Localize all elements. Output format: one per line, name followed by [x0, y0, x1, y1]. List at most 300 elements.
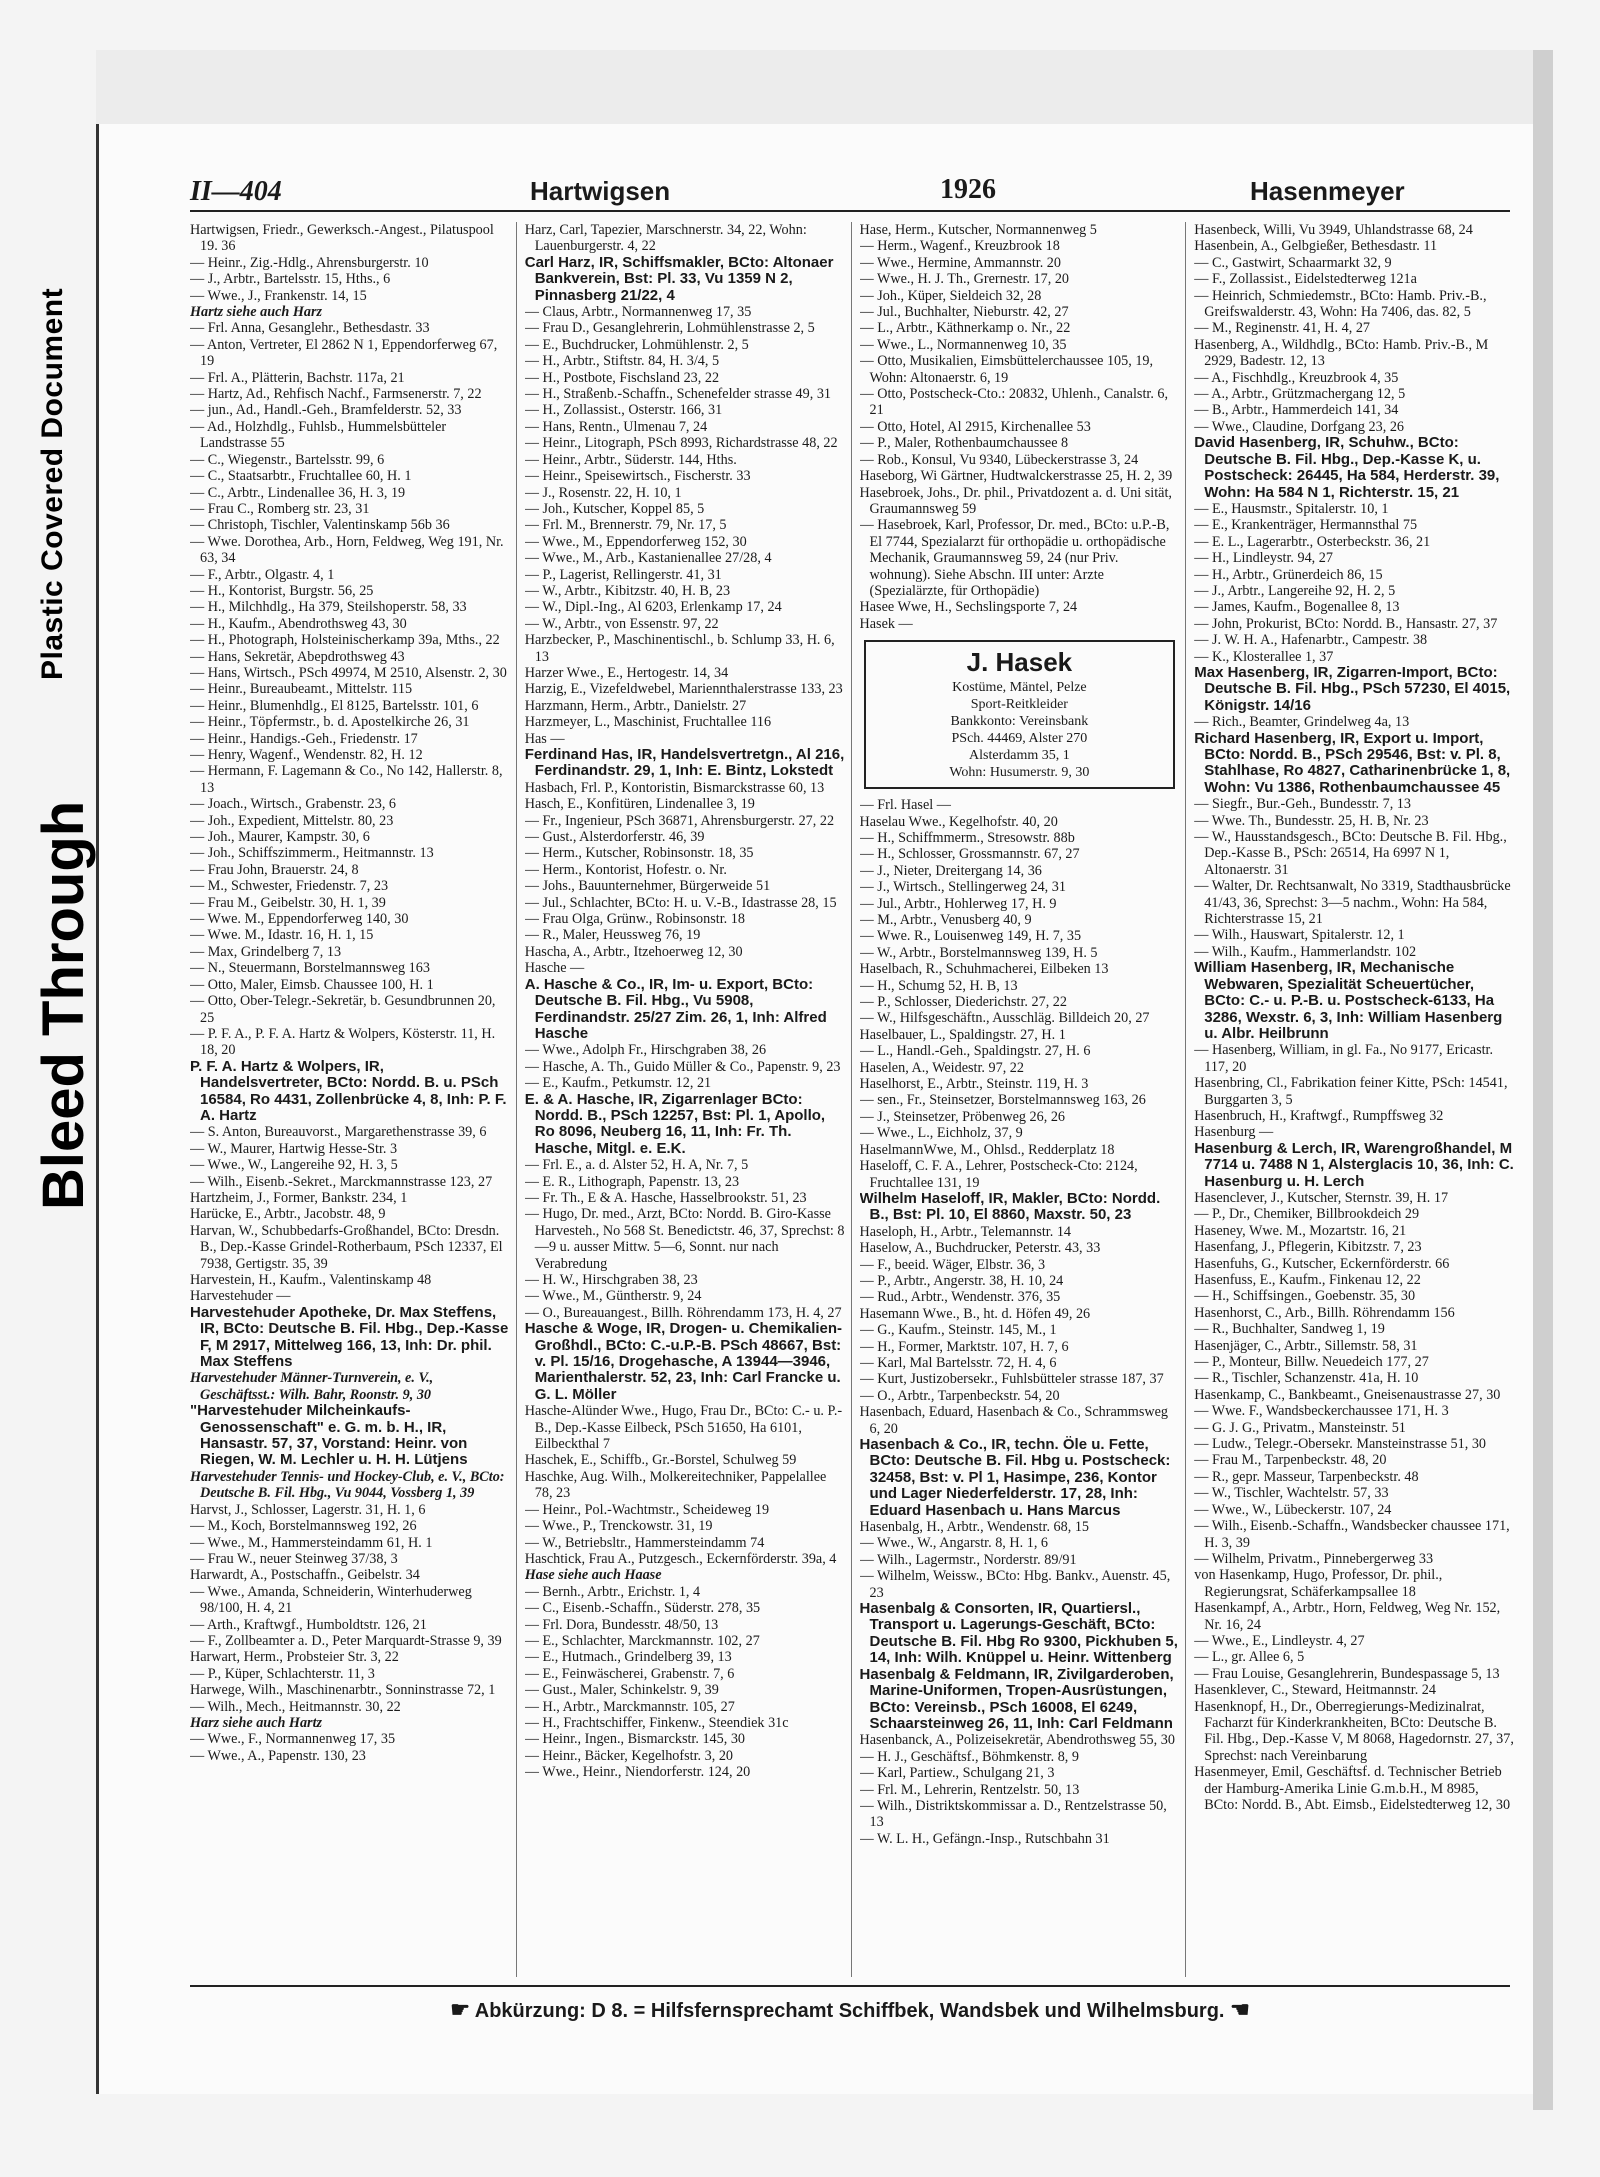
directory-entry: Hartz siehe auch Harz	[190, 304, 323, 321]
directory-entry: — F., Zollassist., Eidelstedterweg 121a	[1194, 271, 1417, 288]
directory-entry: — Wwe., M., Arb., Kastanienallee 27/28, 4	[524, 550, 772, 567]
directory-entry: — Hasenberg, William, in gl. Fa., No 9177, Ericastr. 117, 20	[1194, 1042, 1494, 1075]
directory-entry: — H., Former, Marktstr. 107, H. 7, 6	[859, 1338, 1069, 1355]
directory-entry: — M., Schwester, Friedenstr. 7, 23	[190, 878, 389, 895]
directory-entry: Wilhelm Haseloff, IR, Makler, BCto: Nordd. B., Bst: Pl. 10, El 8860, Maxstr. 50, 23	[859, 1189, 1161, 1224]
directory-entry: — Wilh., Distriktskommissar a. D., Rentzelstrasse 50, 13	[859, 1797, 1167, 1831]
directory-entry: P. F. A. Hartz & Wolpers, IR, Handelsvertreter, BCto: Nordd. B. u. PSch 16584, Ro 4431, Zollenbrücke 4, 8, Inh: P. F. A. Hartz	[190, 1057, 507, 1124]
directory-entry: Hasenfuhs, G., Kutscher, Eckernförderstr. 66	[1194, 1255, 1450, 1272]
directory-entry: Harvst, J., Schlosser, Lagerstr. 31, H. 1, 6	[190, 1501, 426, 1518]
directory-entry: — Frau W., neuer Steinweg 37/38, 3	[190, 1550, 398, 1567]
directory-entry: — Wwe., A., Papenstr. 130, 23	[190, 1747, 366, 1764]
directory-entry: Haselen, A., Weidestr. 97, 22	[859, 1059, 1024, 1076]
directory-entry: — O., Bureauangest., Billh. Röhrendamm 173, H. 4, 27	[524, 1304, 842, 1321]
directory-entry: Max Hasenberg, IR, Zigarren-Import, BCto: Deutsche B. Fil. Hbg., PSch 57230, El 4015, Königstr. 14/16	[1194, 663, 1511, 714]
directory-entry: — P., Monteur, Billw. Neuedeich 177, 27	[1194, 1354, 1429, 1371]
bleed-through-label: Bleed Through	[31, 800, 96, 1210]
directory-entry: — Christoph, Tischler, Valentinskamp 56b 36	[190, 517, 450, 534]
directory-entry: — Joh., Schiffszimmerm., Heitmannstr. 13	[190, 845, 434, 862]
directory-entry: E. & A. Hasche, IR, Zigarrenlager BCto: Nordd. B., PSch 12257, Bst: Pl. 1, Apollo, Ro 8096, Neuberg 16, 11, Inh: Fr. Th. Hasche, Mitgl. e. E.K.	[524, 1090, 826, 1157]
directory-entry: Haseloff, C. F. A., Lehrer, Postscheck-Cto: 2124, Fruchtallee 131, 19	[859, 1158, 1138, 1191]
directory-entry: — Joh., Kutscher, Koppel 85, 5	[524, 500, 705, 517]
directory-column-2	[525, 222, 852, 1977]
directory-entry: — Joh., Expedient, Mittelstr. 80, 23	[190, 812, 394, 829]
directory-entry: — Rud., Arbtr., Wendenstr. 376, 35	[859, 1289, 1061, 1306]
page-header	[190, 170, 1510, 212]
directory-entry: — jun., Ad., Handl.-Geh., Bramfelderstr. 52, 33	[190, 402, 462, 419]
directory-entry: — Joach., Wirtsch., Grabenstr. 23, 6	[190, 796, 397, 813]
directory-entry: — Frau Louise, Gesanglehrerin, Bundespassage 5, 13	[1194, 1665, 1500, 1682]
directory-entry: — Joh., Küper, Sieldeich 32, 28	[859, 287, 1042, 304]
directory-entry: — W., Arbtr., von Essenstr. 97, 22	[524, 615, 719, 632]
directory-entry: — J. W. H. A., Hafenarbtr., Campestr. 38	[1194, 632, 1428, 649]
directory-entry: — Wwe., W., Lübeckerstr. 107, 24	[1194, 1501, 1392, 1518]
directory-entry: Hasenkamp, C., Bankbeamt., Gneisenaustrasse 27, 30	[1194, 1386, 1501, 1403]
directory-entry: Harwege, Wilh., Maschinenarbtr., Sonninstrasse 72, 1	[190, 1682, 496, 1699]
directory-entry: Hasenjäger, C., Arbtr., Sillemstr. 58, 31	[1194, 1337, 1418, 1354]
directory-entry: Hartwigsen, Friedr., Gewerksch.-Angest., Pilatuspool 19. 36	[190, 222, 494, 255]
directory-entry: — Heinr., Speisewirtsch., Fischerstr. 33	[524, 468, 751, 485]
directory-entry: Hasenbanck, A., Polizeisekretär, Abendrothsweg 55, 30	[859, 1732, 1175, 1749]
directory-entry: — Wwe., F., Normannenweg 17, 35	[190, 1731, 396, 1748]
directory-entry: Hasenbach & Co., IR, techn. Öle u. Fette, BCto: Deutsche B. Fil. Hbg u. Postscheck: 32458, Bst: v. Pl 1, Hasimpe, 236, Kontor und Lager Niederfelderstr. 17, 28, Inh: Eduard Hasenbach u. Hans Marcus	[859, 1436, 1171, 1519]
directory-entry: — Johs., Bauunternehmer, Bürgerweide 51	[524, 878, 771, 895]
directory-entry: — L., Handl.-Geh., Spaldingstr. 27, H. 6	[859, 1043, 1091, 1060]
directory-entry: — N., Steuermann, Borstelmannsweg 163	[190, 960, 430, 977]
directory-entry: — E. R., Lithograph, Papenstr. 13, 23	[524, 1173, 740, 1190]
directory-entry: Haseloph, H., Arbtr., Telemannstr. 14	[859, 1223, 1072, 1240]
directory-entry: Hasenbalg & Consorten, IR, Quartiersl., Transport u. Lagerungs-Geschäft, BCto: Deutsche B. Fil. Hbg Ro 9300, Pickhuben 5, 14, Inh: Wilh. Knüppel u. Heinr. Wittenberg	[859, 1600, 1178, 1667]
directory-entry: — E. L., Lagerarbtr., Osterbeckstr. 36, 21	[1194, 533, 1431, 550]
directory-entry: — W., Hilfsgeschäftn., Ausschläg. Billdeich 20, 27	[859, 1010, 1150, 1027]
directory-entry: — M., Koch, Borstelmannsweg 192, 26	[190, 1518, 417, 1535]
directory-entry: — Herm., Kontorist, Hofestr. o. Nr.	[524, 861, 727, 878]
directory-entry: — Rob., Konsul, Vu 9340, Lübeckerstrasse 3, 24	[859, 451, 1139, 468]
directory-entry: Hasche-Alünder Wwe., Hugo, Frau Dr., BCto: C.- u. P.-B., Dep.-Kasse Eilbeck, PSch 51650, Ha 6101, Eilbeckthal 7	[524, 1403, 843, 1453]
directory-entry: — Frau C., Romberg str. 23, 31	[190, 500, 370, 517]
page-top-strip	[96, 50, 1536, 124]
directory-entry: — Karl, Partiew., Schulgang 21, 3	[859, 1765, 1055, 1782]
ad-line6: Wohn: Husumerstr. 9, 30	[949, 765, 1090, 781]
directory-entry: Hasenkampf, A., Arbtr., Horn, Feldweg, Weg Nr. 152, Nr. 16, 24	[1194, 1600, 1501, 1633]
directory-entry: — H., Milchhdlg., Ha 379, Steilshoperstr. 58, 33	[190, 599, 467, 616]
directory-entry: — Heinr., Pol.-Wachtmstr., Scheideweg 19	[524, 1501, 770, 1518]
directory-entry: — G., Kaufm., Steinstr. 145, M., 1	[859, 1322, 1057, 1339]
directory-entry: — Frl. M., Brennerstr. 79, Nr. 17, 5	[524, 517, 727, 534]
directory-entry: Harzbecker, P., Maschinentischl., b. Schlump 33, H. 6, 13	[524, 632, 835, 665]
directory-entry: — Fr., Ingenieur, PSch 36871, Ahrensburgerstr. 27, 22	[524, 812, 835, 829]
directory-entry: — F., beeid. Wäger, Elbstr. 36, 3	[859, 1256, 1046, 1273]
directory-entry: — Heinr., Litograph, PSch 8993, Richardstrasse 48, 22	[524, 435, 838, 452]
directory-entry: — Frau Olga, Grünw., Robinsonstr. 18	[524, 911, 745, 928]
directory-entry: — Wwe., W., Angarstr. 8, H. 1, 6	[859, 1535, 1049, 1552]
directory-entry: David Hasenberg, IR, Schuhw., BCto: Deutsche B. Fil. Hbg., Dep.-Kasse K, u. Postscheck: 26445, Ha 584, Herderstr. 39, Wohn: Ha 584 N 1, Richterstr. 15, 21	[1194, 434, 1500, 501]
directory-entry: — C., Wiegenstr., Bartelsstr. 99, 6	[190, 451, 385, 468]
directory-entry: — C., Eisenb.-Schaffn., Süderstr. 278, 35	[524, 1600, 761, 1617]
directory-entry: — Wwe. F., Wandsbeckerchaussee 171, H. 3	[1194, 1403, 1449, 1420]
directory-entry: — H., Frachtschiffer, Finkenw., Steendiek 31c	[524, 1714, 789, 1731]
directory-entry: — Heinr., Bureaubeamt., Mittelstr. 115	[190, 681, 413, 698]
directory-entry: Hasenbein, A., Gelbgießer, Bethesdastr. 11	[1194, 238, 1438, 255]
directory-entry: Hasenmeyer, Emil, Geschäftsf. d. Technischer Betrieb der Hamburg-Amerika Linie G.m.b.H., M 8985, BCto: Nordd. B., Abt. Eimsb., Eidelstedterweg 12, 30	[1194, 1764, 1511, 1813]
directory-entry: Hasenbring, Cl., Fabrikation feiner Kitte, PSch: 14541, Burggarten 3, 5	[1194, 1075, 1508, 1108]
directory-entry: — H., Schiffsingen., Goebenstr. 35, 30	[1194, 1288, 1416, 1305]
directory-entry: — H., Kontorist, Burgstr. 56, 25	[190, 582, 374, 599]
header-left-word: Hartwigsen	[530, 176, 671, 206]
directory-entry: HaselmannWwe, M., Ohlsd., Redderplatz 18	[859, 1141, 1115, 1158]
directory-entry: — Siegfr., Bur.-Geh., Bundesstr. 7, 13	[1194, 796, 1411, 813]
directory-entry: — Frl. M., Lehrerin, Rentzelstr. 50, 13	[859, 1781, 1080, 1798]
directory-entry: Hasenburg & Lerch, IR, Warengroßhandel, M 7714 u. 7488 N 1, Alsterglacis 10, 36, Inh: C. Hasenburg u. H. Lerch	[1194, 1139, 1514, 1190]
directory-entry: — H., Arbtr., Marckmannstr. 105, 27	[524, 1698, 735, 1715]
directory-entry: Hasenklever, C., Steward, Heitmannstr. 24	[1194, 1682, 1436, 1699]
directory-entry: — W. L. H., Gefängn.-Insp., Rutschbahn 31	[859, 1830, 1110, 1847]
directory-entry: Hasenfang, J., Pflegerin, Kibitzstr. 7, 23	[1194, 1239, 1422, 1256]
directory-entry: — Hasebroek, Karl, Professor, Dr. med., BCto: u.P.-B, El 7744, Spezialarzt für orthopädie u. orthopädische Mechanik, Graumannsweg 59, 24 (nur Priv. wohnung). Siehe Abschn. III unter: Arzte (Spezialärzte, für Orthopädie)	[859, 517, 1170, 599]
directory-entry: — W., Arbtr., Kibitzstr. 40, H. B, 23	[524, 582, 731, 599]
directory-entry: — Wwe., L., Eichholz, 37, 9	[859, 1125, 1023, 1142]
directory-entry: Hasenbalg, H., Arbtr., Wendenstr. 68, 15	[859, 1519, 1090, 1536]
directory-entry: — C., Arbtr., Lindenallee 36, H. 3, 19	[190, 484, 406, 501]
directory-entry: — R., Buchhalter, Sandweg 1, 19	[1194, 1321, 1385, 1338]
directory-entry: Haselbach, R., Schuhmacherei, Eilbeken 13	[859, 961, 1109, 978]
header-right-word: Hasenmeyer	[1250, 176, 1405, 206]
directory-entry: — Claus, Arbtr., Normannenweg 17, 35	[524, 304, 752, 321]
directory-entry: — Anton, Vertreter, El 2862 N 1, Eppendorferweg 67, 19	[190, 336, 498, 370]
directory-entry: Hase, Herm., Kutscher, Normannenweg 5	[859, 222, 1097, 238]
directory-entry: Harvestein, H., Kaufm., Valentinskamp 48	[190, 1272, 432, 1288]
directory-entry: — H., Lindleystr. 94, 27	[1194, 550, 1333, 567]
directory-entry: Has —	[524, 730, 565, 747]
directory-entry: — Bernh., Arbtr., Erichstr. 1, 4	[524, 1583, 701, 1600]
directory-entry: — Frau John, Brauerstr. 24, 8	[190, 861, 359, 878]
directory-entry: — H., Schumg 52, H. B, 13	[859, 977, 1018, 994]
directory-entry: — Jul., Arbtr., Hohlerweg 17, H. 9	[859, 895, 1057, 912]
directory-entry: — Henry, Wagenf., Wendenstr. 82, H. 12	[190, 747, 423, 763]
directory-entry: — Wwe., M., Hammersteindamm 61, H. 1	[190, 1534, 433, 1551]
directory-entry: Haschek, E., Schiffb., Gr.-Borstel, Schulweg 59	[524, 1452, 797, 1469]
directory-entry: — C., Gastwirt, Schaarmarkt 32, 9	[1194, 254, 1392, 271]
directory-entry: — Jul., Schlachter, BCto: H. u. V.-B., Idastrasse 28, 15	[524, 894, 837, 911]
directory-entry: Hasenclever, J., Kutscher, Sternstr. 39, H. 17	[1194, 1189, 1449, 1206]
directory-entry: Hasemann Wwe., B., ht. d. Höfen 49, 26	[859, 1305, 1091, 1322]
directory-entry: Richard Hasenberg, IR, Export u. Import, BCto: Nordd. B., PSch 29546, Bst: v. Pl. 8, Stahlhase, Ro 4827, Catharinenbrücke 1, 8, Wohn: Vu 1386, Rothenbaumchaussee 45	[1194, 729, 1511, 796]
directory-entry: Hasch, E., Konfitüren, Lindenallee 3, 19	[524, 796, 755, 813]
directory-entry: Harz, Carl, Tapezier, Marschnerstr. 34, 22, Wohn: Lauenburgerstr. 4, 22	[524, 222, 807, 255]
directory-entry: — O., Arbtr., Tarpenbeckstr. 54, 20	[859, 1387, 1060, 1404]
directory-entry: Ferdinand Has, IR, Handelsvertretgn., Al 216, Ferdinandstr. 29, 1, Inh: E. Bintz, Lokstedt	[524, 746, 845, 780]
directory-entry: — Heinrich, Schmiedemstr., BCto: Hamb. Priv.-B., Greifswalderstr. 43, Wohn: Ha 7406, das. 82, 5	[1194, 287, 1487, 321]
directory-entry: — H. J., Geschäftsf., Böhmkenstr. 8, 9	[859, 1748, 1079, 1765]
directory-entry: Hasenbruch, H., Kraftwgf., Rumpffsweg 32	[1194, 1107, 1444, 1124]
directory-entry: — Arth., Kraftwgf., Humboldtstr. 126, 21	[190, 1616, 427, 1633]
directory-entry: — Wilhelm, Privatm., Pinnebergerweg 33	[1194, 1550, 1434, 1567]
directory-entry: Hasbach, Frl. P., Kontoristin, Bismarckstrasse 60, 13	[524, 779, 825, 796]
directory-entry: — J., Nieter, Dreitergang 14, 36	[859, 862, 1042, 879]
directory-entry: Harwart, Herm., Probsteier Str. 3, 22	[190, 1649, 399, 1666]
directory-entry: Haseney, Wwe. M., Mozartstr. 16, 21	[1194, 1222, 1407, 1239]
directory-entry: Carl Harz, IR, Schiffsmakler, BCto: Altonaer Bankverein, Bst: Pl. 33, Vu 1359 N 2, Pinnasberg 21/22, 4	[524, 253, 834, 304]
directory-entry: — Frau M., Geibelstr. 30, H. 1, 39	[190, 894, 386, 911]
directory-entry: — H., Kaufm., Abendrothsweg 43, 30	[190, 615, 407, 632]
directory-entry: — Wilh., Hauswart, Spitalerstr. 12, 1	[1194, 927, 1405, 944]
directory-entry: Hartzheim, J., Former, Bankstr. 234, 1	[190, 1189, 408, 1206]
directory-entry: Harwardt, A., Postschaffn., Geibelstr. 34	[190, 1567, 420, 1584]
directory-entry: — P., Schlosser, Diederichstr. 27, 22	[859, 994, 1067, 1011]
directory-entry: — Heinr., Blumenhdlg., El 8125, Bartelsstr. 101, 6	[190, 697, 479, 714]
directory-entry: Hasenbalg & Feldmann, IR, Zivilgarderoben, Marine-Uniformen, Tropen-Ausrüstungen, BCto: Vereinsb., PSch 16008, El 6249, Schaarsteinweg 26, 11, Inh: Carl Feldmann	[859, 1665, 1174, 1732]
directory-entry: — L., Arbtr., Käthnerkamp o. Nr., 22	[859, 320, 1071, 337]
directory-entry: — Wilh., Mech., Heitmannstr. 30, 22	[190, 1698, 401, 1715]
directory-entry: Harzig, E., Vizefeldwebel, Mariennthalerstrasse 133, 23	[524, 681, 843, 698]
directory-entry: — E., Hutmach., Grindelberg 39, 13	[524, 1649, 732, 1666]
directory-entry: — E., Feinwäscherei, Grabenstr. 7, 6	[524, 1665, 735, 1682]
directory-entry: — Heinr., Arbtr., Süderstr. 144, Hths.	[524, 451, 737, 468]
directory-entry: — C., Staatsarbtr., Fruchtallee 60, H. 1	[190, 468, 412, 485]
directory-entry: — H., Schiffmmerm., Stresowstr. 88b	[859, 829, 1075, 846]
directory-entry: Harvestehuder Apotheke, Dr. Max Steffens, IR, BCto: Deutsche B. Fil. Hbg., Dep.-Kasse F, M 2917, Mittelweg 166, 13, Inh: Dr. phil. Max Steffens	[190, 1303, 509, 1371]
directory-entry: — J., Arbtr., Bartelsstr. 15, Hths., 6	[190, 271, 391, 288]
directory-entry: Haselow, A., Buchdrucker, Peterstr. 43, 33	[859, 1240, 1101, 1257]
directory-entry: — K., Klosterallee 1, 37	[1194, 648, 1334, 665]
directory-entry: — Wwe., Adolph Fr., Hirschgraben 38, 26	[524, 1042, 767, 1059]
directory-entry: — Otto, Postscheck-Cto.: 20832, Uhlenh., Canalstr. 6, 21	[859, 386, 1169, 419]
directory-entry: — Heinr., Zig.-Hdlg., Ahrensburgerstr. 10	[190, 254, 429, 271]
directory-entry: Hase siehe auch Haase	[524, 1567, 662, 1584]
directory-entry: — Frl. E., a. d. Alster 52, H. A, Nr. 7, 5	[524, 1157, 749, 1174]
directory-entry: — Ad., Holzhdlg., Fuhlsb., Hummelsbütteler Landstrasse 55	[190, 418, 447, 452]
directory-entry: — Max, Grindelberg 7, 13	[190, 943, 342, 960]
directory-entry: — F., Zollbeamter a. D., Peter Marquardt-Strasse 9, 39	[190, 1632, 502, 1649]
footer-note: Abkürzung: D 8. = Hilfsfernsprechamt Schiffbek, Wandsbek und Wilhelmsburg.	[474, 2000, 1225, 2022]
directory-entry: — Hermann, F. Lagemann & Co., No 142, Hallerstr. 8, 13	[190, 763, 503, 796]
directory-entry: — Hans, Sekretär, Abepdrothsweg 43	[190, 648, 405, 665]
directory-entry: — Wwe., M., Güntherstr. 9, 24	[524, 1288, 702, 1305]
directory-entry: Hasche & Woge, IR, Drogen- u. Chemikalien-Großhdl., BCto: C.-u.P.-B. PSch 48667, Bst: v. Pl. 15/16, Drogehasche, A 13944—3946, Marienthalerstr. 52, 23, Inh: Carl Francke u. G. L. Möller	[524, 1320, 843, 1403]
directory-entry: — Joh., Maurer, Kampstr. 30, 6	[190, 829, 370, 846]
directory-entry: — E., Buchdrucker, Lohmühlenstr. 2, 5	[524, 336, 749, 353]
directory-entry: Harvestehuder Männer-Turnverein, e. V., Geschäftsst.: Wilh. Bahr, Roonstr. 9, 30	[190, 1370, 434, 1403]
directory-entry: — Karl, Mal Bartelsstr. 72, H. 4, 6	[859, 1354, 1057, 1371]
directory-entry: — R., Tischler, Schanzenstr. 41a, H. 10	[1194, 1370, 1419, 1387]
directory-entry: — H., Photograph, Holsteinischerkamp 39a, Mths., 22	[190, 632, 500, 649]
directory-entry: — Rich., Beamter, Grindelweg 4a, 13	[1194, 714, 1410, 731]
directory-entry: — Wilh., Eisenb.-Schaffn., Wandsbecker chaussee 171, H. 3, 39	[1194, 1518, 1510, 1551]
directory-entry: — P., Maler, Rothenbaumchaussee 8	[859, 435, 1069, 452]
directory-entry: — Heinr., Töpfermstr., b. d. Apostelkirche 26, 31	[190, 714, 470, 731]
directory-entry: Harzer Wwe., E., Hertogestr. 14, 34	[524, 664, 729, 681]
directory-entry: — Wwe., Heinr., Niendorferstr. 124, 20	[524, 1764, 751, 1781]
ad-line2: Sport-Reitkleider	[970, 697, 1068, 713]
directory-entry: Harvestehuder —	[190, 1288, 291, 1305]
directory-entry: — Frl. Anna, Gesanglehr., Bethesdastr. 33	[190, 320, 430, 337]
directory-entry: — R., gepr. Masseur, Tarpenbeckstr. 48	[1194, 1468, 1419, 1485]
side-labels	[31, 287, 96, 1210]
directory-entry: — Jul., Buchhalter, Nieburstr. 42, 27	[859, 304, 1069, 321]
directory-entry: Hasenberg, A., Wildhdlg., BCto: Hamb. Priv.-B., M 2929, Badestr. 12, 13	[1194, 336, 1489, 370]
directory-entry: — A., Arbtr., Grützmachergang 12, 5	[1194, 386, 1406, 403]
directory-entry: — J., Rosenstr. 22, H. 10, 1	[524, 484, 682, 501]
directory-entry: — E., Schlachter, Marckmannstr. 102, 27	[524, 1632, 760, 1649]
directory-entry: — H., Arbtr., Stiftstr. 84, H. 3/4, 5	[524, 353, 720, 370]
directory-entry: — Wwe., M., Eppendorferweg 152, 30	[524, 533, 747, 550]
directory-entry: Hasenknopf, H., Dr., Oberregierungs-Medizinalrat, Facharzt für Kinderkrankheiten, BCto: Deutsche B. Fil. Hbg., Dep.-Kasse V, M 8068, Hagedornstr. 27, 37, Sprechst: nach Vereinbarung	[1194, 1698, 1514, 1764]
directory-entry: — R., Maler, Heussweg 76, 19	[524, 927, 701, 944]
directory-entry: — Frl. Hasel —	[859, 797, 951, 814]
directory-entry: — W., Arbtr., Borstelmannsweg 139, H. 5	[859, 944, 1098, 961]
directory-entry: — M., Reginenstr. 41, H. 4, 27	[1194, 320, 1371, 337]
directory-entry: — Wilh., Lagermstr., Norderstr. 89/91	[859, 1551, 1077, 1568]
directory-entry: Hasek —	[859, 615, 913, 632]
directory-entry: — P. F. A., P. F. A. Hartz & Wolpers, Kösterstr. 11, H. 18, 20	[190, 1025, 496, 1059]
ad-line1: Kostüme, Mäntel, Pelze	[952, 680, 1087, 696]
directory-entry: Haselhorst, E., Arbtr., Steinstr. 119, H. 3	[859, 1076, 1089, 1093]
directory-entry: Harzmeyer, L., Maschinist, Fruchtallee 116	[524, 714, 772, 731]
directory-column-1	[190, 222, 517, 1977]
directory-entry: William Hasenberg, IR, Mechanische Webwaren, Spezialität Scheuertücher, BCto: C.- u. P.-B. u. Postscheck-6133, Ha 3286, Wexstr. 6, 3, Inh: William Hasenberg u. Albr. Heilbrunn	[1194, 959, 1503, 1042]
directory-entry: — W., Dipl.-Ing., Al 6203, Erlenkamp 17, 24	[524, 599, 782, 616]
directory-entry: — Otto, Ober-Telegr.-Sekretär, b. Gesundbrunnen 20, 25	[190, 993, 496, 1026]
directory-entry: — Wwe., L., Normannenweg 10, 35	[859, 336, 1067, 353]
directory-entry: Harvestehuder Tennis- und Hockey-Club, e. V., BCto: Deutsche B. Fil. Hbg., Vu 9044, Vossberg 1, 39	[190, 1468, 505, 1502]
directory-entry: — Wilhelm, Weissw., BCto: Hbg. Bankv., Auenstr. 45, 23	[859, 1568, 1171, 1601]
directory-entry: — Gust., Maler, Schinkelstr. 9, 39	[524, 1682, 719, 1699]
directory-entry: — Hasche, A. Th., Guido Müller & Co., Papenstr. 9, 23	[524, 1058, 841, 1075]
header-year: 1926	[940, 174, 996, 205]
directory-entry: Hasenbeck, Willi, Vu 3949, Uhlandstrasse 68, 24	[1194, 222, 1473, 238]
directory-entry: — Wwe., Claudine, Dorfgang 23, 26	[1194, 418, 1405, 435]
directory-entry: Harzmann, Herm., Arbtr., Danielstr. 27	[524, 697, 747, 714]
directory-entry: Hasche —	[524, 960, 585, 977]
directory-entry: — Hans, Wirtsch., PSch 49974, M 2510, Alsenstr. 2, 30	[190, 664, 507, 681]
directory-column-4	[1194, 222, 1520, 1977]
ad-title: J. Hasek	[966, 647, 1073, 678]
directory-entry: — Hugo, Dr. med., Arzt, BCto: Nordd. B. Giro-Kasse Harvesteh., No 568 St. Benedictstr. 46, 37, Sprechst: 8—9 u. ausser Mittw. 5—6, Sonnt. nur nach Verabredung	[524, 1206, 845, 1272]
directory-entry: — John, Prokurist, BCto: Nordd. B., Hansastr. 27, 37	[1194, 615, 1498, 632]
directory-entry: — James, Kaufm., Bogenallee 8, 13	[1194, 599, 1400, 616]
directory-entry: — Gust., Alsterdorferstr. 46, 39	[524, 829, 705, 846]
directory-entry: — H., Straßenb.-Schaffn., Schenefelder strasse 49, 31	[524, 386, 832, 403]
directory-entry: — Wwe. Dorothea, Arb., Horn, Feldweg, Weg 191, Nr. 63, 34	[190, 533, 504, 567]
directory-entry: — M., Arbtr., Venusberg 40, 9	[859, 912, 1032, 928]
directory-entry: Hascha, A., Arbtr., Itzehoerweg 12, 30	[524, 943, 743, 960]
directory-entry: — A., Fischhdlg., Kreuzbrook 4, 35	[1194, 369, 1399, 386]
directory-entry: — Herm., Wagenf., Kreuzbrook 18	[859, 238, 1060, 255]
directory-entry: — W., Tischler, Wachtelstr. 57, 33	[1194, 1485, 1389, 1502]
directory-entry: — H., Schlosser, Grossmannstr. 67, 27	[859, 846, 1080, 863]
page-number: II—404	[190, 176, 282, 207]
directory-entry: "Harvestehuder Milcheinkaufs-Genossenschaft" e. G. m. b. H., IR, Hansastr. 57, 37, Vorstand: Heinr. von Riegen, W. M. Lechler u. H. H. Lütjens	[190, 1402, 468, 1469]
directory-entry: — Heinr., Bäcker, Kegelhofstr. 3, 20	[524, 1747, 734, 1764]
directory-entry: — L., gr. Allee 6, 5	[1194, 1649, 1305, 1666]
directory-entry: — Wwe., Hermine, Ammannstr. 20	[859, 254, 1061, 271]
directory-entry: — Fr. Th., E & A. Hasche, Hasselbrookstr. 51, 23	[524, 1189, 807, 1206]
directory-entry: Hasenhorst, C., Arb., Billh. Röhrendamm 156	[1194, 1304, 1455, 1321]
directory-entry: Haschtick, Frau A., Putzgesch., Eckernförderstr. 39a, 4	[524, 1550, 837, 1567]
directory-entry: — Otto, Hotel, Al 2915, Kirchenallee 53	[859, 418, 1091, 435]
directory-entry: — J., Steinsetzer, Pröbenweg 26, 26	[859, 1108, 1066, 1125]
directory-entry: — G. J. G., Privatm., Mansteinstr. 51	[1194, 1419, 1406, 1436]
directory-entry: — Wwe. Th., Bundesstr. 25, H. B, Nr. 23	[1194, 812, 1429, 829]
directory-entry: — Frl. Dora, Bundesstr. 48/50, 13	[524, 1616, 719, 1633]
directory-entry: — Wwe., P., Trenckowstr. 31, 19	[524, 1518, 713, 1535]
directory-entry: Haselbauer, L., Spaldingstr. 27, H. 1	[859, 1026, 1066, 1043]
directory-entry: — Kurt, Justizobersekr., Fuhlsbütteler strasse 187, 37	[859, 1371, 1164, 1388]
directory-entry: — Frau M., Tarpenbeckstr. 48, 20	[1194, 1452, 1387, 1469]
directory-columns	[190, 222, 1520, 1977]
directory-entry: — Wilh., Eisenb.-Sekret., Marckmannstrasse 123, 27	[190, 1173, 493, 1190]
directory-entry: — B., Arbtr., Hammerdeich 141, 34	[1194, 402, 1399, 419]
directory-entry: — J., Arbtr., Langereihe 92, H. 2, 5	[1194, 582, 1396, 599]
directory-entry: Harvan, W., Schubbedarfs-Großhandel, BCto: Dresdn. B., Dep.-Kasse Grindel-Rotherbaum, PSch 12337, El 7938, Gertigstr. 35, 39	[190, 1222, 503, 1272]
directory-entry: — Wwe., H. J. Th., Grernestr. 17, 20	[859, 271, 1070, 288]
directory-entry: Harz siehe auch Hartz	[190, 1714, 323, 1731]
directory-entry: — Otto, Musikalien, Eimsbüttelerchaussee 105, 19, Wohn: Altonaerstr. 6, 19	[859, 353, 1154, 386]
ad-line4: PSch. 44469, Alster 270	[951, 731, 1088, 747]
page-footer	[190, 1985, 1510, 2033]
directory-entry: — Wilh., Kaufm., Hammerlandstr. 102	[1194, 943, 1417, 960]
directory-entry: A. Hasche & Co., IR, Im- u. Export, BCto: Deutsche B. Fil. Hbg., Vu 5908, Ferdinandstr. 25/27 Zim. 26, 1, Inh: Alfred Hasche	[524, 975, 827, 1042]
directory-entry: Hasenbach, Eduard, Hasenbach & Co., Schrammsweg 6, 20	[859, 1404, 1168, 1437]
directory-entry: Harücke, E., Arbtr., Jacobstr. 48, 9	[190, 1206, 386, 1223]
pointing-hand-right-icon: ☚	[1230, 1997, 1250, 2022]
directory-entry: Haseborg, Wi Gärtner, Hudtwalckerstrasse 25, H. 2, 39	[859, 468, 1173, 485]
directory-entry: — F., Arbtr., Olgastr. 4, 1	[190, 566, 335, 583]
directory-entry: — P., Arbtr., Angerstr. 38, H. 10, 24	[859, 1272, 1064, 1289]
directory-entry: — E., Krankenträger, Hermannsthal 75	[1194, 517, 1418, 534]
directory-entry: — Wwe. M., Eppendorferweg 140, 30	[190, 911, 409, 928]
directory-entry: — Wwe., E., Lindleystr. 4, 27	[1194, 1632, 1365, 1649]
directory-entry: Hasee Wwe, H., Sechslingsporte 7, 24	[859, 599, 1078, 616]
advertisement-box	[864, 640, 1176, 789]
directory-entry: — H., Zollassist., Osterstr. 166, 31	[524, 402, 723, 419]
ad-line3: Bankkonto: Vereinsbank	[950, 714, 1089, 730]
directory-entry: — Wwe., Amanda, Schneiderin, Winterhuderweg 98/100, H. 4, 21	[190, 1583, 472, 1617]
directory-entry: — W., Maurer, Hartwig Hesse-Str. 3	[190, 1140, 398, 1157]
directory-entry: — Herm., Kutscher, Robinsonstr. 18, 35	[524, 845, 754, 862]
directory-entry: Hasenburg —	[1194, 1124, 1274, 1141]
directory-entry: — H. W., Hirschgraben 38, 23	[524, 1272, 698, 1288]
directory-entry: — H., Postbote, Fischsland 23, 22	[524, 369, 720, 386]
directory-entry: — H., Arbtr., Grünerdeich 86, 15	[1194, 566, 1383, 583]
directory-entry: — Hartz, Ad., Rehfisch Nachf., Farmsenerstr. 7, 22	[190, 386, 482, 403]
directory-entry: Haschke, Aug. Wilh., Molkereitechniker, Pappelallee 78, 23	[524, 1468, 827, 1502]
directory-entry: — Wwe. M., Idastr. 16, H. 1, 15	[190, 927, 374, 944]
directory-entry: — Walter, Dr. Rechtsanwalt, No 3319, Stadthausbrücke 41/43, 36, Sprechst: 3—5 nachm., Wohn: Ha 584, Richterstrasse 15, 21	[1194, 878, 1511, 928]
page-edge-shadow	[1533, 50, 1553, 2110]
directory-entry: — Heinr., Ingen., Bismarckstr. 145, 30	[524, 1731, 746, 1748]
directory-entry: — Frau D., Gesanglehrerin, Lohmühlenstrasse 2, 5	[524, 320, 815, 337]
directory-entry: — E., Hausmstr., Spitalerstr. 10, 1	[1194, 500, 1389, 517]
directory-entry: — E., Kaufm., Petkumstr. 12, 21	[524, 1075, 712, 1092]
directory-entry: — Frl. A., Plätterin, Bachstr. 117a, 21	[190, 369, 405, 386]
directory-entry: — Hans, Rentn., Ulmenau 7, 24	[524, 418, 708, 435]
directory-entry: — sen., Fr., Steinsetzer, Borstelmannsweg 163, 26	[859, 1092, 1146, 1109]
directory-entry: — Heinr., Handigs.-Geh., Friedenstr. 17	[190, 730, 418, 747]
directory-entry: Hasenfuss, E., Kaufm., Finkenau 12, 22	[1194, 1272, 1421, 1288]
directory-entry: Haselau Wwe., Kegelhofstr. 40, 20	[859, 813, 1058, 830]
directory-entry: — P., Küper, Schlachterstr. 11, 3	[190, 1665, 375, 1682]
directory-entry: — P., Lagerist, Rellingerstr. 41, 31	[524, 566, 722, 583]
directory-entry: — W., Betriebsltr., Hammersteindamm 74	[524, 1534, 765, 1551]
directory-entry: von Hasenkamp, Hugo, Professor, Dr. phil., Regierungsrat, Schäferkampsallee 18	[1194, 1567, 1443, 1600]
directory-entry: — J., Wirtsch., Stellingerweg 24, 31	[859, 879, 1066, 896]
directory-entry: — Wwe., J., Frankenstr. 14, 15	[190, 287, 367, 304]
pointing-hand-left-icon: ☛	[450, 1997, 470, 2022]
directory-column-3	[860, 222, 1187, 1977]
ad-line5: Alsterdamm 35, 1	[969, 748, 1070, 764]
directory-entry: Hasebroek, Johs., Dr. phil., Privatdozent a. d. Uni sität, Graumannsweg 59	[859, 484, 1172, 517]
